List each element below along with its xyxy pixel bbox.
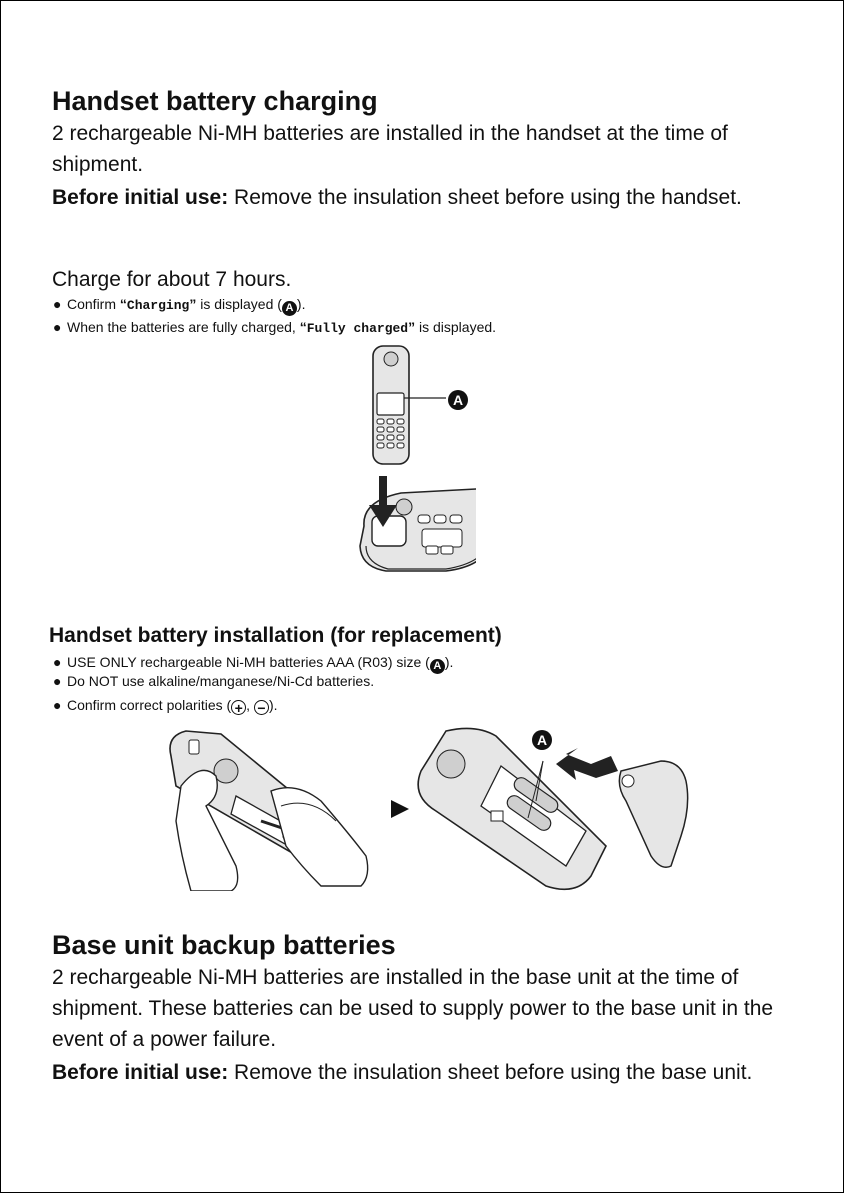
section-title-handset-charging: Handset battery charging bbox=[52, 86, 378, 116]
bullet-fully-charged: ● When the batteries are fully charged, “Fully charged” is displayed. bbox=[53, 319, 497, 336]
charging-before-use-paragraph bbox=[52, 182, 812, 213]
before-use-text: Remove the insulation sheet before using the handset. bbox=[228, 186, 742, 209]
charging-intro-paragraph: 2 rechargeable Ni-MH batteries are installed in the handset at the time of shipment. bbox=[52, 122, 728, 176]
before-use-label: Before initial use: bbox=[52, 186, 229, 209]
figure2-marker-a: A bbox=[532, 730, 552, 750]
backup-intro-paragraph: 2 rechargeable Ni-MH batteries are installed in the base unit at the time of shipment. These batteries can be used to supply power to the base unit in the event of a power failure. bbox=[52, 966, 774, 1051]
bullet-dot: ● bbox=[53, 697, 62, 713]
bullet-do-not-use: ● Do NOT use alkaline/manganese/Ni-Cd batteries. bbox=[53, 673, 375, 689]
bullet-confirm-polarities: ● Confirm correct polarities ( + , − ). bbox=[53, 697, 278, 716]
before-use-text: Remove the insulation sheet before using the base unit. bbox=[228, 1061, 753, 1084]
backup-before-use-paragraph bbox=[52, 1057, 812, 1088]
minus-polarity-icon: − bbox=[254, 700, 269, 715]
bullet-dot: ● bbox=[53, 673, 62, 689]
bullet-dot: ● bbox=[53, 296, 62, 312]
plus-polarity-icon: + bbox=[231, 700, 246, 715]
battery-door-removal-illustration bbox=[161, 726, 381, 891]
charge-duration-lead: Charge for about 7 hours. bbox=[52, 268, 292, 291]
bullet-dot: ● bbox=[53, 319, 62, 335]
marker-a: A bbox=[430, 659, 445, 674]
bullet-dot: ● bbox=[53, 654, 62, 670]
marker-a: A bbox=[282, 301, 297, 316]
figure1-marker-a: A bbox=[448, 390, 468, 410]
section-title-base-backup: Base unit backup batteries bbox=[52, 930, 396, 960]
display-text-charging: Charging bbox=[126, 298, 190, 313]
before-use-label: Before initial use: bbox=[52, 1061, 229, 1084]
bullet-confirm-charging: ● Confirm “Charging” is displayed ( A ). bbox=[53, 296, 306, 314]
insert-arrow-icon bbox=[556, 748, 618, 780]
bullet-use-only-nimh: ● USE ONLY rechargeable Ni-MH batteries AAA (R03) size ( A ). bbox=[53, 654, 454, 672]
display-text-fully-charged: Fully charged bbox=[306, 321, 409, 336]
section-title-battery-installation: Handset battery installation (for replacement) bbox=[49, 624, 502, 647]
battery-insertion-illustration bbox=[406, 726, 706, 896]
handset-in-base-illustration bbox=[346, 341, 476, 581]
